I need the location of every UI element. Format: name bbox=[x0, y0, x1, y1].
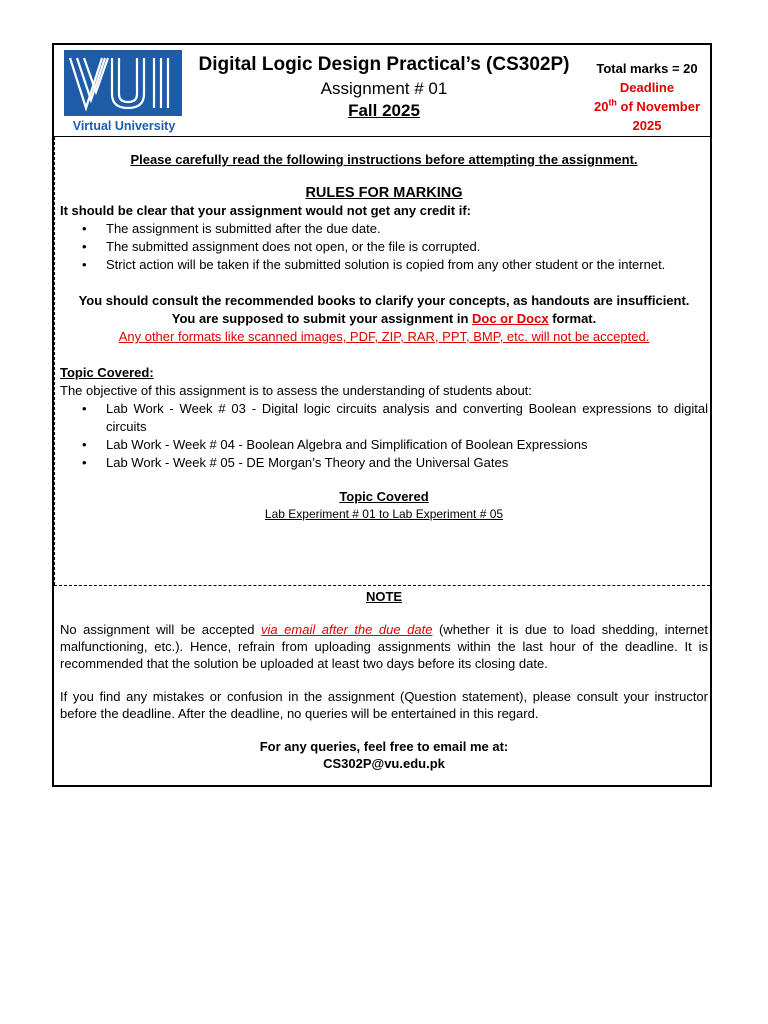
list-item: • Lab Work - Week # 05 - DE Morgan’s Theory and the Universal Gates bbox=[82, 455, 509, 470]
queries-block bbox=[60, 738, 708, 772]
total-marks: Total marks = 20 bbox=[596, 61, 698, 76]
list-item: • The assignment is submitted after the due date. bbox=[82, 221, 381, 236]
dashed-divider-left bbox=[54, 137, 55, 585]
note-paragraph-1: No assignment will be accepted via email after the due date (whether it is due to load shedding, internet malfunctioning, etc.). Hence, refrain from uploading assignments within the last hour of the deadline. It is recommended that the solution be uploaded at least two days before its closing date. bbox=[60, 622, 709, 671]
note-paragraph-2: If you find any mistakes or confusion in the assignment (Question statement), please consult your instructor before the deadline. After the deadline, no queries will be entertained in this regard. bbox=[60, 689, 708, 721]
deadline-month: of November bbox=[616, 99, 701, 114]
assignment-number: Assignment # 01 bbox=[320, 79, 448, 98]
instructions-section bbox=[60, 151, 708, 522]
header bbox=[54, 45, 710, 137]
note-section bbox=[60, 588, 708, 772]
instructions-intro: Please carefully read the following instructions before attempting the assignment. bbox=[130, 152, 638, 167]
rules-heading: RULES FOR MARKING bbox=[305, 185, 463, 201]
contact-email[interactable]: CS302P@vu.edu.pk bbox=[323, 756, 445, 771]
deadline-suffix: th bbox=[608, 97, 617, 108]
topic-covered-summary bbox=[60, 488, 708, 522]
list-item: • Strict action will be taken if the submitted solution is copied from any other student or the internet. bbox=[82, 257, 666, 272]
format-line: You are supposed to submit your assignment in Doc or Docx format. bbox=[171, 311, 597, 326]
topic-range: Lab Experiment # 01 to Lab Experiment # 05 bbox=[264, 507, 504, 521]
vu-logo-mark bbox=[64, 50, 182, 116]
credit-line: It should be clear that your assignment would not get any credit if: bbox=[60, 203, 471, 218]
list-item: • Lab Work - Week # 04 - Boolean Algebra and Simplification of Boolean Expressions bbox=[82, 437, 588, 452]
list-item: • Lab Work - Week # 03 - Digital logic circuits analysis and converting Boolean expressions to digital circuits bbox=[82, 401, 708, 434]
email-deadline-highlight: via email after the due date bbox=[261, 622, 433, 637]
title-block bbox=[189, 53, 579, 122]
deadline-label: Deadline bbox=[619, 80, 675, 95]
deadline-year: 2025 bbox=[632, 118, 662, 133]
assignment-frame bbox=[52, 43, 712, 787]
marks-block bbox=[582, 59, 712, 135]
dashed-divider bbox=[54, 585, 710, 586]
objective-line: The objective of this assignment is to assess the understanding of students about: bbox=[60, 383, 532, 398]
deadline-date bbox=[582, 97, 712, 116]
note-heading: NOTE bbox=[365, 589, 403, 604]
topic-heading: Topic Covered: bbox=[60, 365, 154, 380]
consult-line: You should consult the recommended books to clarify your concepts, as handouts are insufficient. bbox=[78, 293, 690, 308]
deadline-day: 20 bbox=[593, 99, 609, 114]
consult-block bbox=[60, 292, 708, 346]
course-title: Digital Logic Design Practical’s (CS302P) bbox=[198, 54, 570, 75]
vu-logo bbox=[64, 50, 184, 134]
rules-list bbox=[60, 220, 708, 274]
topics-list bbox=[60, 400, 708, 472]
queries-line: For any queries, feel free to email me at: bbox=[259, 739, 509, 754]
list-item: • The submitted assignment does not open, or the file is corrupted. bbox=[82, 239, 481, 254]
topic-covered-heading: Topic Covered bbox=[339, 489, 429, 504]
logo-text: Virtual University bbox=[72, 119, 176, 133]
format-highlight: Doc or Docx bbox=[472, 311, 549, 326]
other-formats-warning: Any other formats like scanned images, PDF, ZIP, RAR, PPT, BMP, etc. will not be accepted. bbox=[118, 329, 650, 344]
semester: Fall 2025 bbox=[348, 101, 420, 120]
